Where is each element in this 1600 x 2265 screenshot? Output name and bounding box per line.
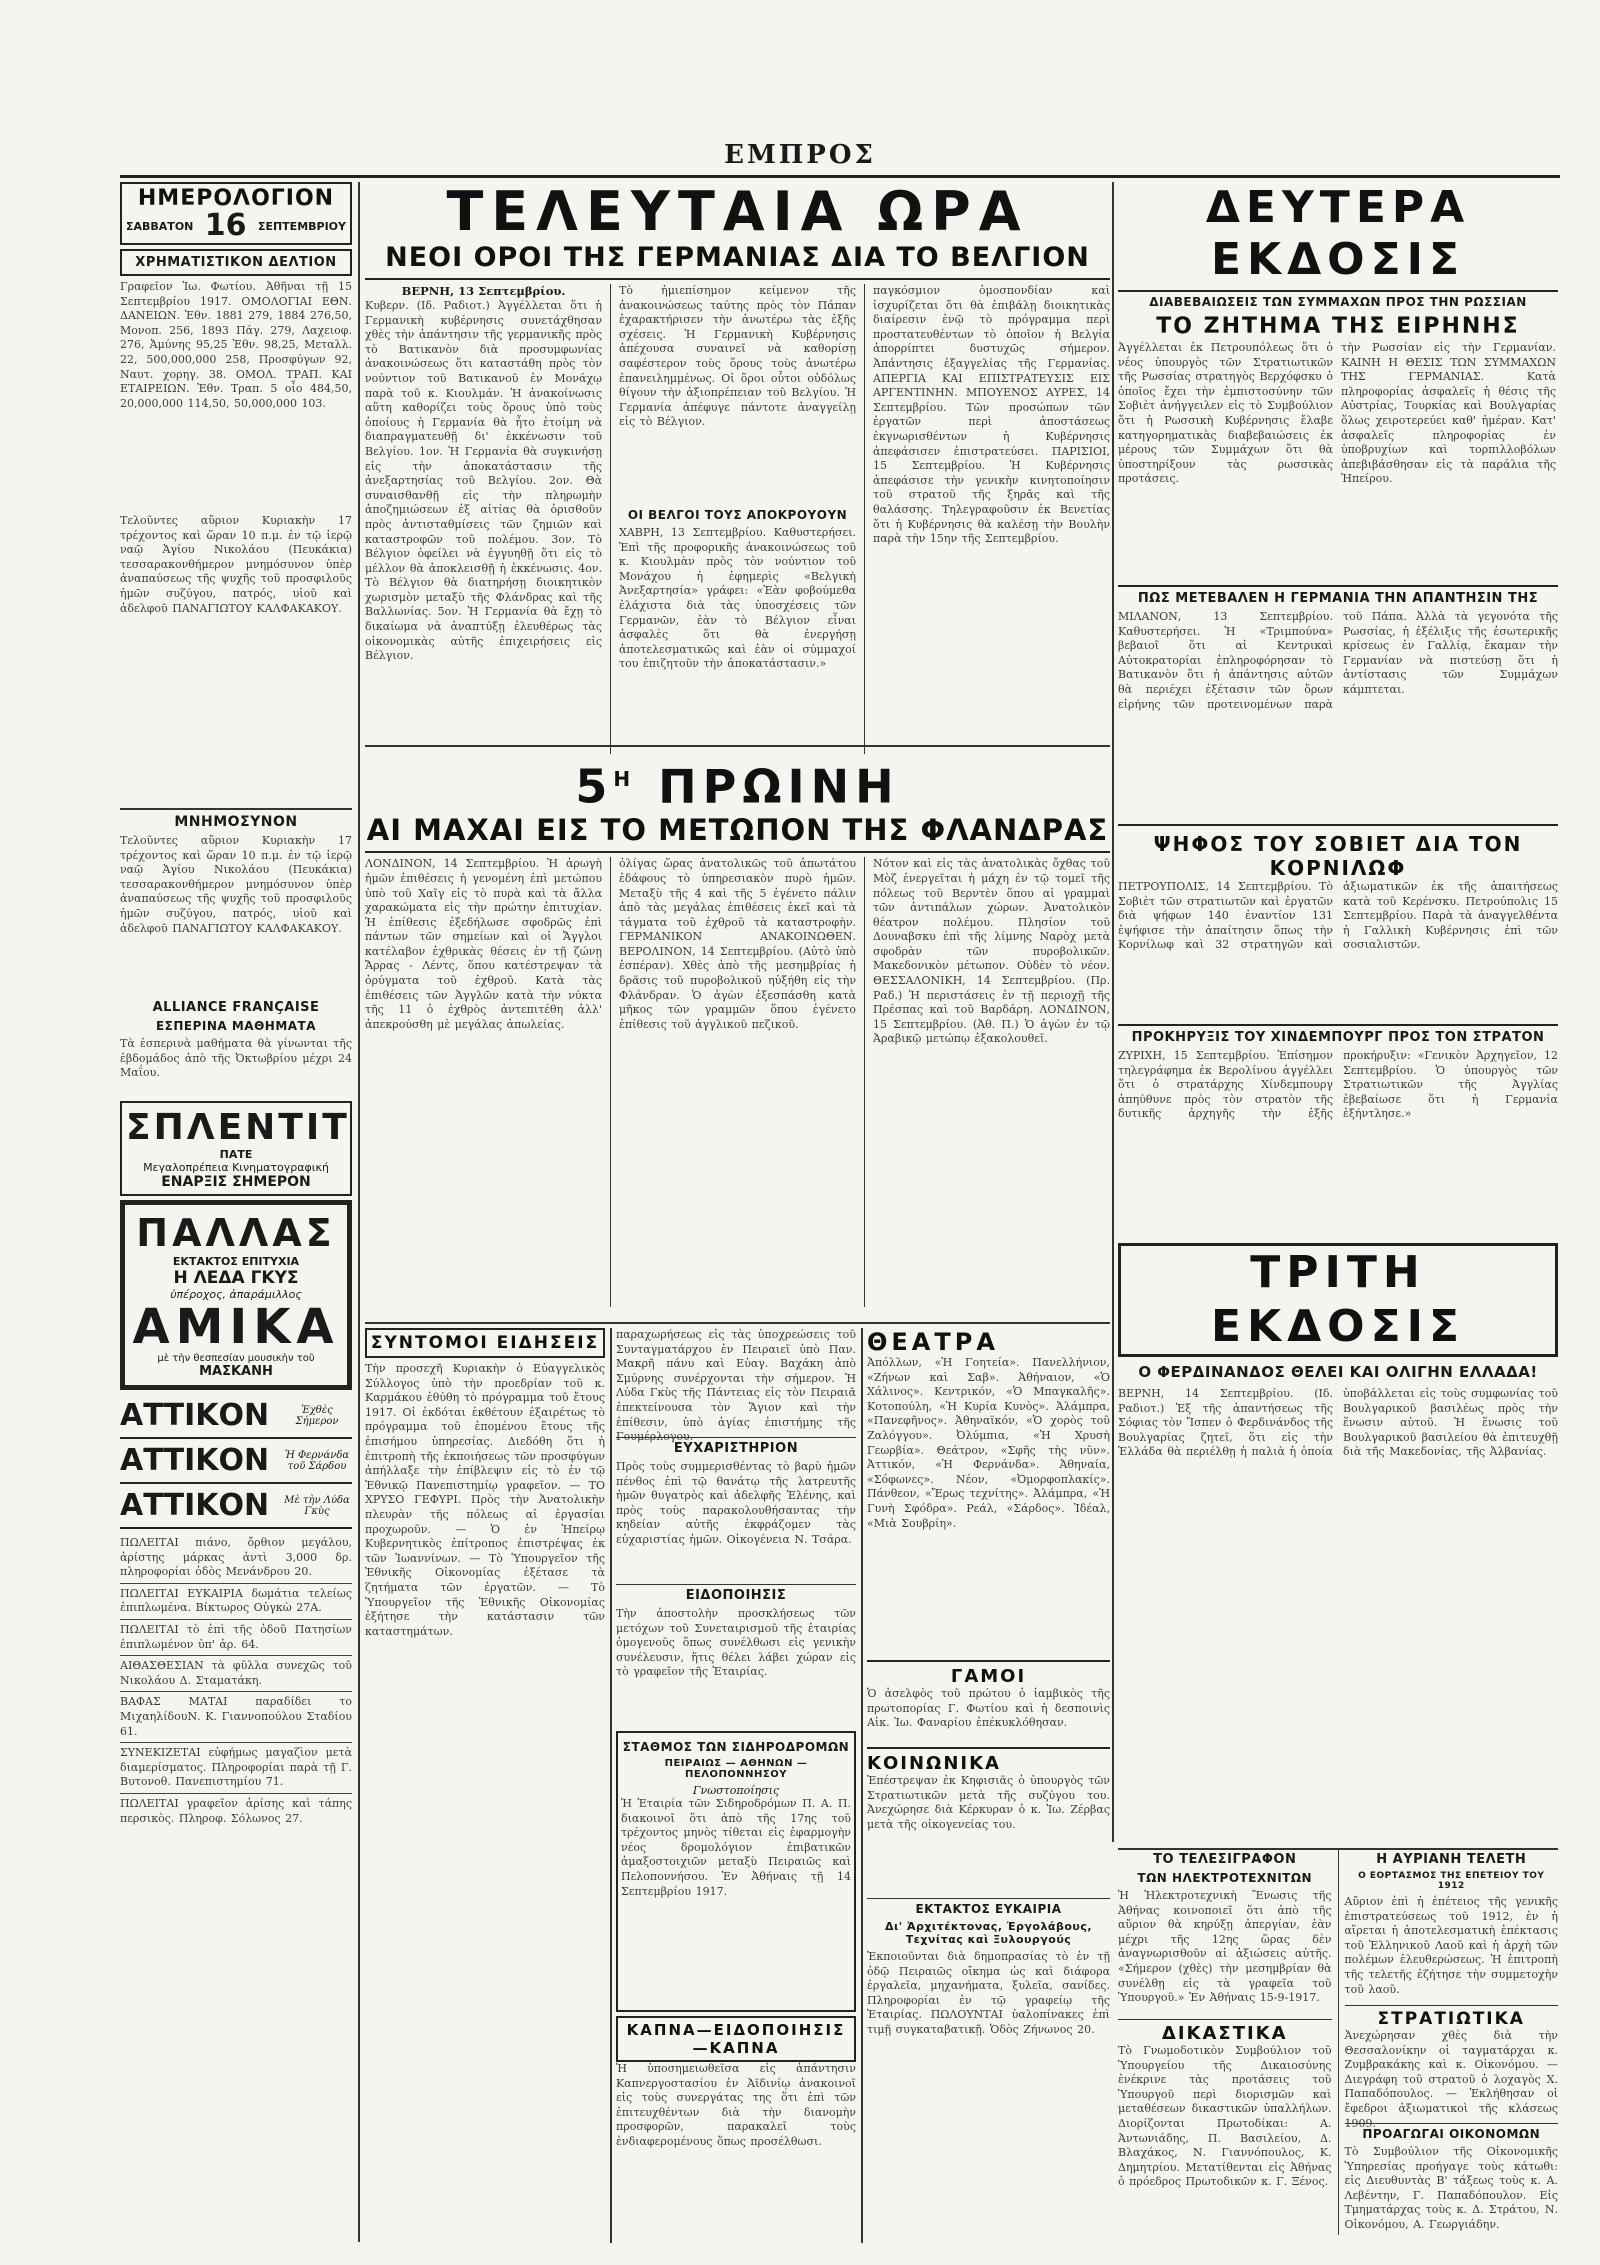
last-hour-text-c: ΧΑΒΡΗ, 13 Σεπτεμβρίου. Καθυστερήσει. Ἐπὶ τῆς προφορικῆς ἀνακοινώσεως τοῦ κ. Κιουλμὰν πρὸς τὸν νούντιον τοῦ Μονάχου ἡ ἐφημερὶς «Βελγικὴ Ἀνεξαρτησία» γράφει: «Ἐὰν φοβούμεθα ἐλάχιστα διὰ τὰς ὑποσχέσεις τῶν Γερμανῶν, ἐὰν τὸ Βέλγιον εἶναι ἀσφαλὲς ὅτι θὰ ἐνεργήσῃ ἀποτελεσματικῶς καὶ ἐὰν οἱ σύμμαχοί του ἐπιζητοῦν τὴν ἀποκατάστασιν.» [619,526,857,671]
military-text: Ἀνεχώρησαν χθὲς διὰ τὴν Θεσσαλονίκην οἱ ταγματάρχαι κ. Ζυμβρακάκης καὶ κ. Οἰκονόμου. — Διεγράφη τοῦ στρατοῦ ὁ λοχαγὸς Χ. Παπαδόπουλος. — Ἐκλήθησαν οἱ ἔφεδροι ἀξιωματικοὶ τῆς κλάσεως 1909. [1344,2029,1558,2130]
thanks-text: Πρὸς τοὺς συμμερισθέντας τὸ βαρὺ ἡμῶν πένθος ἐπὶ τῷ θανάτῳ τῆς λατρευτῆς ἡμῶν θυγατρὸς καὶ ἀδελφῆς Ἑλένης, καὶ πρὸς τοὺς παρακολουθήσαντας τὴν κηδείαν αὐτῆς ἐκφράζομεν τὰς εὐχαριστίας ἡμῶν. Οἰκογένεια Ν. Τσάρα. [616,1460,856,1546]
theatre-text: Ἀπόλλων, «Ἡ Γοητεία». Πανελλήνιον, «Ζήνων καὶ Σαβ». Ἀθήναιον, «Ὁ Χάλινος». Κεντρικόν, «Ὁ Μπαγκαλῆς». Κοτοπούλη, «Ἡ Κυρία Κυνὸς». Ἀλάμπρα, «Πανεφῆνος». Ἀθηναϊκόν, «Ὁ χορὸς τοῦ Ζαλόγγου». Ὀλύμπια, «Ἡ Χρυσὴ Γεωρβία». Θεάτρον, «Σφῆς τὴς νῦν». Ἀττικόν, «Ἡ Φερνάνδα». Ἀθηναία, «Σόφωνες». Νέον, «Ὀμορφοπλακίς». Πάνθεον, «Ἔρως τεχνίτης». Ἀλάμπρα, «Ἡ Γυνὴ Σφόδρα». Ρεάλ, «Σάρδος». Ἰδέαλ, «Μιὰ Σουβρίη». [867,1356,1110,1530]
judicial-text: Τὸ Γνωμοδοτικὸν Συμβούλιον τοῦ Ὑπουργείου τῆς Δικαιοσύνης ἐνέκρινε τὰς προτάσεις τοῦ Ὑπουργοῦ περὶ διορισμῶν καὶ μεταθέσεων δικαστικῶν ὑπαλλήλων. Διορίζονται Πρωτοδίκαι: Α. Ἀντωνιάδης, Π. Βασιλείου, Δ. Βλαχάκος, Ν. Γιαννόπουλος, Κ. Δημητρίου. Μετατίθενται εἰς Ἀθήνας ὁ πρόεδρος Πρωτοδικῶν κ. Γ. Ξένος. [1118,2044,1332,2189]
railway-text: Ἡ Ἑταιρία τῶν Σιδηροδρόμων Π. Α. Π. διακοινοῖ ὅτι ἀπὸ τῆς 17ης τοῦ τρέχοντος μηνὸς τίθεται εἰς ἐφαρμογὴν νέος δρομολόγιον ἐπιβατικῶν ἁμαξοστοιχιῶν μεταξὺ Πειραιῶς καὶ Πελοποννήσου. Ἐν Ἀθήναις τῇ 14 Σεπτεμβρίου 1917. [621,1797,851,1898]
theatre-section [867,1328,1110,2243]
classified-ad: ΠΩΛΕΙΤΑΙ ΕΥΚΑΙΡΙΑ δωμάτια τελείως ἐπιπλωμένα. Βίκτωρος Οὐγκὼ 27Α. [120,1584,352,1620]
last-hour-col-3 [873,284,1110,754]
market-text: Ἐκποιοῦνται διὰ δημοπρασίας τὸ ἐν τῇ ὁδῷ Πειραιῶς οἴκημα ὡς καὶ διάφορα ἐργαλεῖα, μηχανήματα, ξυλεῖα, σανίδες. Πληροφορίαι ἐν τῷ γραφείῳ τῆς Ἑταιρίας. ΠΩΛΟΥΝΤΑΙ ὑαλοπίνακες ἐπὶ τιμῇ συγκαταβατικῇ. Ὁδὸς Ζήνωνος 20. [867,1950,1110,2036]
attikon-title: ΑΤΤΙΚΟΝ [120,1443,270,1478]
morning-columns [365,857,1110,1307]
military-title: ΣΤΡΑΤΙΩΤΙΚΑ [1345,2005,1559,2029]
second-edition-text-a: Ἀγγέλλεται ἐκ Πετρουπόλεως ὅτι ὁ νέος ὑπουργὸς τῶν Στρατιωτικῶν τῆς Ρωσσίας στρατηγὸς Βερχόφσκυ ὁ ὁποῖος ἔχει τὴν ἐμπιστοσύνην τῶν Σοβιὲτ ἀνήγγειλεν εἰς τὸ Συμβούλιον ὅτι ἡ Ρωσσικὴ Κυβέρνησις ἔλαβε κατηγορηματικὰς διαβεβαιώσεις ἐκ μέρους τῶν Συμμάχων ὅτι θὰ ὑποστηρίξουν τὰς ρωσσικὰς προτάσεις. [1118,341,1333,486]
classified-ad: ΠΩΛΕΙΤΑΙ γραφεῖον ἀρίσης καὶ τάπης περσικὸς. Πληροφ. Σόλωνος 27. [120,1796,352,1825]
pallas-title: ΠΑΛΛΑΣ [136,1211,336,1255]
second-edition-text-b: τὴν Ρωσσίαν εἰς τὴν Γερμανίαν. ΚΑΙΝΗ Η ΘΕΣΙΣ ΤΩΝ ΣΥΜΜΑΧΩΝ ΤΗΣ ΓΕΡΜΑΝΙΑΣ. Κατὰ πληροφορίας ἀσφαλεῖς ἡ θέσις τῆς Αὐστρίας, Τουρκίας καὶ Βουλγαρίας ὅλως χειροτερεύει καθ' ἡμέραν. Κατ' ἀσφαλεῖς πληροφορίας ἐν ὑποβρυχίων καὶ τορπιλλοβόλων ἀπεβιβάσθησαν εἰς τὰ παράλια τῆς Ἠπείρου. [1341,341,1556,486]
last-hour-columns [365,284,1110,754]
telegram-text: Ἡ Ἠλεκτροτεχνικὴ Ἕνωσις τῆς Ἀθήνας κοινοποιεῖ ὅτι ἀπὸ τῆς αὔριον θὰ κηρύξῃ ἀπεργίαν, ἐὰν μέχρι τῆς 12ης ὥρας δὲν ἀναγνωρισθοῦν αἱ ἀξιώσεις αὐτῆς. «Σήμερον (χθὲς) τὴν μεσημβρίαν θὰ συνέλθῃ εἰς τὰ γραφεῖα τοῦ Ὑπουργοῦ.» Ἐν Ἀθήναις 15-9-1917. [1118,1889,1332,2005]
notices-text-a: παραχωρήσεως εἰς τὰς ὑποχρεώσεις τοῦ Συνταγματάρχου ἐν Πειραιεῖ ὑπὸ Παν. Μακρῆ πάνυ καὶ Εὐαγ. Βαχάκη ἀπὸ Σμύρνης συνέρχονται τὴν σήμερον. Ἡ Λύδα Γκὺς τῆς Πάντειας εἰς τὸν Πειραιᾶ ἐπεκτείνουσα τὸν Ἅγιον καὶ τὴν ἐπίθεσιν, ὑπὸ ἁγίας ἐπιστήμης τῆς Γουμέρλογου. [616,1328,856,1444]
railway-subtitle-2: Γνωστοποίησις [692,1784,780,1797]
second-edition-section [1118,182,1558,1842]
theatre-title: ΘΕΑΤΡΑ [867,1328,999,1356]
railway-subtitle: ΠΕΙΡΑΙΩΣ — ΑΘΗΝΩΝ — ΠΕΛΟΠΟΝΝΗΣΟΥ [664,1758,808,1780]
classified-ad: ΒΑΦΑΣ ΜΑΤΑΙ παραδίδει το ΜιχαηλίδουΝ. Κ. Γιαννοπούλου Σταδίου 61. [120,1692,352,1743]
alliance-text: Τὰ ἑσπερινὰ μαθήματα θὰ γίνωνται τῆς ἐβδομάδος ἀπὸ τῆς Ὀκτωβρίου μέχρι 24 Μαΐου. [120,1037,352,1080]
allies-heading: ΔΙΑΒΕΒΑΙΩΣΕΙΣ ΤΩΝ ΣΥΜΜΑΧΩΝ ΠΡΟΣ ΤΗΝ ΡΩΣΣΙΑΝ [1118,290,1558,309]
classified-ad: ΣΥΝΕΚΙΖΕΤΑΙ εὐφήμως μαγαζὶον μετὰ διαμερίσματος. Πληροφορίαι παρὰ τῇ Γ. Βυτονοθ. Πανεπιστημίου 71. [120,1743,352,1794]
calendar-box [120,182,352,245]
pallas-sub5: ΜΑΣΚΑΝΗ [199,1364,273,1379]
telegram-title: ΤΟ ΤΕΛΕΣΙΓΡΑΦΟΝ [1153,1852,1297,1867]
telegram-subtitle: ΤΩΝ ΗΛΕΚΤΡΟΤΕΧΝΙΤΩΝ [1137,1871,1313,1885]
financial-title: ΧΡΗΜΑΤΙΣΤΙΚΟΝ ΔΕΛΤΙΟΝ [120,249,352,276]
morning-text-c: Νότον καὶ εἰς τὰς ἀνατολικὰς ὄχθας τοῦ Μὸζ ἐνεργεῖται ἡ μάχη ἐν τῷ τομεῖ τῆς πόλεως τοῦ Βερντὲν ὅπου αἱ γραμμαὶ τῶν ἀντιπάλων χώρων. Ἀνατολικὸν θέατρον πολέμου. Πλησίον τοῦ Δουναβσκυ ἐπὶ τῆς λίμνης Ναρὸχ μετὰ σφοδρὰν τῶν πυροβολικῶν. Μακεδονικὸν μέτωπον. Οὐδὲν τὸ νέον. ΘΕΣΣΑΛΟΝΙΚΗ, 14 Σεπτεμβρίου. (Πρ. Ραδ.) Ἡ περιστάσεις ἐν τῇ περιοχῇ τῆς Πρέσπας καὶ τοῦ Βαρδάρη. ΛΟΝΔΙΝΟΝ, 15 Σεπτεμβρίου. (Ἀθ. Π.) Ὁ ἀγὼν ἐν τῷ Ἀραβικῷ μετώπῳ ἐξακολουθεῖ. [873,857,1111,1046]
second-edition-text-e: ΖΥΡΙΧΗ, 15 Σεπτεμβρίου. Ἐπίσημον τηλεγράφημα ἐκ Βερολίνου ἀγγέλλει ὅτι ὁ στρατάρχης Χίνδεμπουργ ἀπηύθυνε πρὸς τὸν στρατὸν τῆς δυτικῆς ἀρχηγῆς τὴν ἑξῆς προκήρυξιν: «Γενικὸν Ἀρχηγεῖον, 12 Σεπτεμβρίου. Ὁ ὑπουργὸς τῶν Στρατιωτικῶν τῆς Ἀγγλίας ἐβεβαίωσε ὅτι ἡ Γερμανία ἐξήντλησε.» [1118,1049,1558,1121]
alliance-subtitle: ΕΣΠΕΡΙΝΑ ΜΑΘΗΜΑΤΑ [155,1019,317,1033]
social-title: ΚΟΙΝΩΝΙΚΑ [867,1747,1110,1774]
splendid-sub3: ΕΝΑΡΞΙΣ ΣΗΜΕΡΟΝ [161,1174,311,1190]
last-hour-col-1 [365,284,602,754]
attikon-ad-1 [120,1394,352,1439]
right-bottom-columns [1118,1848,1558,2235]
second-edition-headline: ΔΕΥΤΕΡΑ ΕΚΔΟΣΙΣ [1205,182,1471,285]
attikon-ad-2 [120,1439,352,1484]
railway-title: ΣΤΑΘΜΟΣ ΤΩΝ ΣΙΔΗΡΟΔΡΟΜΩΝ [622,1740,850,1754]
promotions-text: Τὸ Συμβούλιον τῆς Οἰκονομικῆς Ὑπηρεσίας προήγαγε τοὺς κάτωθι: εἰς Διευθυντὰς Β' τάξεως τοὺς κ. Α. Λεβέντην, Γ. Παπαδόπουλον. Εἰς Τμηματάρχας τοὺς κ. Δ. Στράτου, Ν. Οἰκονόμου, Α. Γεωργιάδην. [1344,2145,1558,2231]
classified-ad: ΑΙΘΑΣΘΕΣΙΑΝ τὰ φῦλλα συνεχῶς τοῦ Νικολάου Δ. Σταματάκη. [120,1656,352,1692]
splendid-ad [120,1101,352,1196]
attikon-title: ΑΤΤΙΚΟΝ [120,1398,270,1433]
ferdinand-heading: Ο ΦΕΡΔΙΝΑΝΔΟΣ ΘΕΛΕΙ ΚΑΙ ΟΛΙΓΗΝ ΕΛΛΑΔΑ! [1138,1363,1538,1381]
attikon-title: ΑΤΤΙΚΟΝ [120,1488,270,1523]
last-hour-text-b: Τὸ ἡμιεπίσημον κείμενον τῆς ἀνακοινώσεως ταύτης πρὸς τὸν Πάπαν ἐχαρακτήρισεν τὴν ἀνωτέρω τὰς ἐξῆς σχέσεις. Ἡ Γερμανικὴ Κυβέρνησις ἀπέχουσα συναινεῖ νὰ καθορίσῃ σαφέστερον τοὺς ὅρους τοὺς ἀνωτέρω ἐπανειλημμένως. Οἱ ὅροι οὗτοι οὐδόλως θίγουν τὴν ἀξιοπρέπειαν τοῦ Βελγίου. Ἡ Γερμανία ἀπέφυγε πάντοτε ἀναγγείλῃ εἰς τὸ Βέλγιον. [619,284,857,429]
third-edition-headline: ΤΡΙΤΗ ΕΚΔΟΣΙΣ [1118,1243,1558,1357]
briefs-section [365,1328,605,2243]
date-number: 16 [204,208,247,243]
germany-reply-heading: ΠΩΣ ΜΕΤΕΒΑΛΕΝ Η ΓΕΡΜΑΝΙΑ ΤΗΝ ΑΠΑΝΤΗΣΙΝ ΤΗΣ [1118,585,1558,606]
pallas-ad [120,1200,352,1390]
classified-ad: ΠΩΛΕΙΤΑΙ τὸ ἐπὶ τῆς ὁδοῦ Πατησίων ἐπιπλωμένον ὑπ' ἀρ. 64. [120,1620,352,1656]
classified-ad: ΠΩΛΕΙΤΑΙ πιάνο, ὄρθιον μεγάλου, ἀρίστης μάρκας ἀντὶ 3,000 δρ. πληροφορίαι ὁδὸς Μενάνδρου 20. [120,1533,352,1584]
mnemosynon-text: Τελοῦντες αὔριον Κυριακὴν 17 τρέχοντος καὶ ὥραν 10 π.μ. ἐν τῷ ἱερῷ ναῷ Ἁγίου Νικολάου (Πευκάκια) τεσσαρακονθήμερον μνημόσυνον ὑπὲρ ἀναπαύσεως τῆς ψυχῆς τοῦ προσφιλοῦς ἡμῶν συζύγου, πατρός, υἱοῦ καὶ ἀδελφοῦ ΠΑΝΑΓΙΩΤΟΥ ΚΑΛΦΑΚΑΚΟΥ. [120,834,352,935]
splendid-sub1: ΠΑΤΕ [219,1148,253,1161]
masthead: ΕΜΠΡΟΣ [724,140,876,170]
thanks-title: ΕΥΧΑΡΙΣΤΗΡΙΟΝ [616,1437,856,1456]
judicial-title: ΔΙΚΑΣΤΙΚΑ [1118,2019,1332,2044]
attikon-note: Ἡ Φερνάνδα τοῦ Σάρδου [284,1449,350,1472]
ceremony-title: Η ΑΥΡΙΑΝΗ ΤΕΛΕΤΗ [1376,1852,1527,1867]
tobacco-title: ΚΑΠΝΑ—ΕΙΔΟΠΟΙΗΣΙΣ—ΚΑΠΝΑ [616,2016,856,2062]
ceremony-text: Αὔριον ἐπὶ ἡ ἐπέτειος τῆς γενικῆς ἐπιστρατεύσεως τοῦ 1912, ἐν ἡ αἵρεται ἡ ἀποτελεσματικὴ ἐπέκτασις τοῦ Ἑλληνικοῦ Λαοῦ καὶ ἡ ἀρχὴ τῶν πολέμων ἐλευθερώσεως. Ἡ ἐπιτροπὴ τῆς τελετῆς ἐζήτησε τὴν συμμετοχὴν τοῦ λαοῦ. [1344,1895,1558,1996]
date-day: ΣΑΒΒΑΤΟΝ [126,219,194,233]
calendar-title: ΗΜΕΡΟΛΟΓΙΟΝ [137,186,335,211]
alliance-title: ALLIANCE FRANÇAISE [152,1000,320,1015]
notices-text: Τὴν ἀποστολὴν προσκλήσεως τῶν μετόχων τοῦ Συνεταιρισμοῦ τῆς ἐταιρίας ὁμογενοῦς ὅπως συνέλθωσι εἰς γενικὴν συνέλευσιν, ἥτις θέλει λάβει χώραν εἰς τὸ γραφεῖον τῆς Ἑταιρίας. [616,1607,856,1679]
notices-title: ΕΙΔΟΠΟΙΗΣΙΣ [616,1584,856,1603]
hindenburg-heading: ΠΡΟΚΗΡΥΞΙΣ ΤΟΥ ΧΙΝΔΕΜΠΟΥΡΓ ΠΡΟΣ ΤΟΝ ΣΤΡΑΤΟΝ [1118,1024,1558,1045]
weddings-title: ΓΑΜΟΙ [867,1660,1110,1687]
attikon-note: Μὲ τὴν Λύδα Γκὺς [284,1494,350,1517]
last-hour-text-a: Κυβερν. (Ιδ. Ραδιοτ.) Ἀγγέλλεται ὅτι ἡ Γερμανικὴ κυβέρνησις συνετάχθησαν χθὲς τὴν ἀπάντησιν τῆς γερμανικῆς πρὸς τὸ Βατικανὸν διὰ προσυμφωνίας ἀνακοινώσεως ὅτι καταστάθη πρὸς τὸν νούντιον τοῦ Βατικανοῦ ἐν Μονάχῳ παρὰ τοῦ κ. Κιουλμάν. Ἡ ἀνακοίνωσις αὕτη καθορίζει τοὺς ὅρους ὑπὸ τοὺς ὁποίους ἡ Γερμανία θὰ ἦτο ἑτοίμη νὰ διαπραγματευθῇ δι' ἐκκένωσιν τοῦ Βελγίου. 1ον. Ἡ Γερμανία θὰ συγκινήσῃ εἰς τὴν ἀποκατάστασιν τῆς ἀνεξαρτησίας τοῦ Βελγίου. 2ον. Θὰ συναισθανθῇ εἰς τὴν πληρωμὴν ἀποζημιώσεων ἐξ αἰτίας θὰ ὀρισθοῦν πρὸς ἀντισταθμίσεις τῶν ζημιῶν καὶ καταστροφῶν τοῦ πολέμου. 3ον. Τὸ Βέλγιον ὀφείλει νὰ ἐγγυηθῇ ὅτι εἰς τὸ μέλλον θὰ ἀποκλεισθῇ ἡ ἐκκένωσις. 4ον. Τὸ Βέλγιον θὰ διατηρήσῃ διοικητικὸν χωρισμὸν μεταξὺ τῆς Φλάνδρας καὶ τῆς Βαλλωνίας. 5ον. Ἡ Γερμανία θὰ ἔχῃ τὸ δικαίωμα νὰ ἀναπτύξῃ ἐλευθέρως τὰς οἰκονομικὰς αὐτῆς ἐπιχειρήσεις εἰς Βέλγιον. [365,299,603,663]
last-hour-headline: ΤΕΛΕΥΤΑΙΑ ΩΡΑ [446,180,1029,243]
last-hour-section [365,182,1110,742]
morning-text-b: ὀλίγας ὥρας ἀνατολικῶς τοῦ ἀπωτάτου ἐδάφους τὸ ὑπηρεσιακὸν πυρὸ ἡμῶν. Μεταξὺ τῆς 4 καὶ τῆς 5 ἐγένετο πάλιν ἀπὸ τὰς μεγάλας ἐπιθέσεις ἐκεῖ καὶ τὰ τάγματα τοῦ ἐχθροῦ τὰ καταστροφὴν. ΓΕΡΜΑΝΙΚΟΝ ΑΝΑΚΟΙΝΩΘΕΝ. ΒΕΡΟΛΙΝΟΝ, 14 Σεπτεμβρίου. (Αὐτὸ ὑπὸ ἑσπέραν). Χθὲς ἀπὸ τῆς μεσημβρίας ἡ δρᾶσις τοῦ πυροβολικοῦ ηὐξήθη εἰς τὴν Φλάνδραν. Ὁ ἀγὼν ἐξεσπάσθη κατὰ μῆκος τῶν γραμμῶν ὅπου ἐγένετο ἐπίθεσις τοῦ ἀγγλικοῦ πεζικοῦ. [619,857,857,1031]
attikon-note: Ἐχθὲς Σήμερον [295,1404,339,1427]
second-edition-text-c: ΜΙΛΑΝΟΝ, 13 Σεπτεμβρίου. Καθυστερήσει. Ἡ «Τριμπούνα» βεβαιοῖ ὅτι αἱ Κεντρικαὶ Αὐτοκρατορίαι ἐπληροφόρησαν τὸ Βατικανὸν ὅτι ἡ ἀπάντησις αὐτῶν θὰ περιέχει ἐξέτασιν τῶν ὅρων εἰρήνης τῶν προτεινομένων παρὰ τοῦ Πάπα. Ἀλλὰ τὰ γεγονότα τῆς Ρωσσίας, ἡ ἐξέλιξις τῆς ἐσωτερικῆς κρίσεως ἐν Γαλλίᾳ, ἔκαμαν τὴν Γερμανίαν νὰ πιστεύσῃ ὅτι ἡ ἀντίστασις τῶν Συμμάχων κάμπτεται. [1118,610,1558,711]
top-rule [120,175,1560,178]
splendid-title: ΣΠΛΕΝΤΙΤ [126,1107,350,1148]
morning-headline [365,752,1110,813]
attikon-ad-3 [120,1484,352,1529]
right-bottom-col-2 [1345,1848,1559,2235]
pallas-sub2: Η ΛΕΔΑ ΓΚΥΣ [173,1268,299,1288]
railway-notice [616,1731,856,2012]
briefs-title: ΣΥΝΤΟΜΟΙ ΕΙΔΗΣΕΙΣ [365,1328,605,1358]
belgians-heading: ΟΙ ΒΕΛΓΟΙ ΤΟΥΣ ΑΠΟΚΡΟΥΟΥΝ [627,508,848,522]
last-hour-col-2 [619,284,856,754]
last-hour-text-d: παγκόσμιον ὁμοσπονδίαν καὶ ἰσχυρίζεται ὅτι θὰ ἐπιβάλῃ διοικητικὰς διαίρεσιν ἐνῷ τὸ πρόγραμμα περὶ προστατευθέντων τὸ ὁποῖον ἡ Βελγία ἀπορρίπτει δυστυχῶς σήμερον. Ἀπάντησις ἐξαγγελίας τῆς Γερμανίας. ΑΠΕΡΓΙΑ ΚΑΙ ΕΠΙΣΤΡΑΤΕΥΣΙΣ ΕΙΣ ΑΡΓΕΝΤΙΝΗΝ. ΜΠΟΥΕΝΟΣ ΑΥΡΕΣ, 14 Σεπτεμβρίου. Τῶν προσώπων τῶν ἐργατῶν περὶ ἀποστάσεως ἐκγνωρισθέντων ἡ Κυβέρνησις ἀπεφάσισεν ἐπιστρατεύσει. ΠΑΡΙΣΙΟΙ, 15 Σεπτεμβρίου. Ἡ Κυβέρνησις ἀπεφάσισε τὴν γενικὴν κινητοποίησιν τοῦ στρατοῦ τῆς ξηρᾶς καὶ τῆς θαλάσσης. Τηλεγραφοῦσιν ἐκ Βενετίας ὅτι ἡ Κυβέρνησις θὰ καλέσῃ τὴν Βουλὴν παρὰ τὴν 15ην τῆς Σεπτεμβρίου. [873,284,1111,546]
financial-text: Γραφεῖον Ἰω. Φωτίου. Ἀθῆναι τῇ 15 Σεπτεμβρίου 1917. ΟΜΟΛΟΓΙΑΙ ΕΘΝ. ΔΑΝΕΙΩΝ. Ἐθν. 1881 279, 1884 276,50, Μονοπ. 256, 1893 Πάγ. 279, Λαχειοφ. 276, Ἀμύνης 95,25 Ἐθν. 98,25, Μεταλλ. 22, 500,000,000 258, Προσφύγων 92, Ναυτ. χορηγ. 38. ΟΜΟΛ. ΤΡΑΠ. ΚΑΙ ΕΤΑΙΡΕΙΩΝ. Ἐθν. Τραπ. 5 οἶο 484,50, 20,000,000 114,50, 50,000,000 103. [120,280,352,410]
soviet-heading: ΨΗΦΟΣ ΤΟΥ ΣΟΒΙΕΤ ΔΙΑ ΤΟΝ ΚΟΡΝΙΛΩΦ [1118,824,1558,880]
flanders-heading: ΑΙ ΜΑΧΑΙ ΕΙΣ ΤΟ ΜΕΤΩΠΟΝ ΤΗΣ ΦΛΑΝΔΡΑΣ [365,813,1110,853]
pallas-sub3: ὑπέροχος, ἀπαράμιλλος [170,1288,302,1301]
last-hour-subhead: ΝΕΟΙ ΟΡΟΙ ΤΗΣ ΓΕΡΜΑΝΙΑΣ ΔΙΑ ΤΟ ΒΕΛΓΙΟΝ [365,242,1110,280]
filler-text-a: Τελοῦντες αὔριον Κυριακὴν 17 τρέχοντος καὶ ὥραν 10 π.μ. ἐν τῷ ἱερῷ ναῷ Ἁγίου Νικολάου (Πευκάκια) τεσσαρακονθήμερον μνημόσυνον ὑπὲρ ἀναπαύσεως τῆς ψυχῆς τοῦ προσφιλοῦς ἡμῶν συζύγου, πατρός, υἱοῦ καὶ ἀδελφοῦ ΠΑΝΑΓΙΩΤΟΥ ΚΑΛΦΑΚΑΚΟΥ. [120,514,352,615]
left-column [120,182,352,2242]
morning-text-a: ΛΟΝΔΙΝΟΝ, 14 Σεπτεμβρίου. Ἡ ἀρωγὴ ἡμῶν ἐπιθέσεις ἡ γενομένη ἐπὶ μετώπου ὑπὸ τοῦ Χαῖγ εἰς τὸ πυρὰ καὶ τὰ ἄλλα χαρακώματα εἰς τὴν πρώτην ἐπιτυχίαν. Ἡ ἐπίθεσις ἐξεδήλωσε σφοδρῶς ἐπὶ πάντων τῶν σημείων καὶ οἱ Ἄγγλοι κατέλαβον ἐχθρικὰς θέσεις ἐν τῇ ζώνῃ Ἄρρας - Λέντς, ὅπου κατέστρεψαν τὰ ὀρύγματα τοῦ ἐχθροῦ. Κατὰ τὰς ἐπιθέσεις τῶν Ἀγγλῶν κατὰ τὴν νύκτα τῆς 11 ὁ ἐχθρὸς ἀντεπιτέθη ἀλλ' ἀπεκρούσθη μὲ μεγάλας ἀπωλείας. [365,857,603,1031]
last-hour-dateline: ΒΕΡΝΗ, 13 Σεπτεμβρίου. [401,284,566,298]
right-bottom-col-1 [1118,1848,1332,2235]
amika-title: ΑΜΙΚΑ [132,1299,340,1355]
tobacco-text: Ἡ ὑποσημειωθεῖσα εἰς ἀπάντησιν Καπνεργοστασίου ἐν Ἀϊδινίῳ ἀνακοινοῖ εἰς τοὺς συνεργάτας της ὅτι ἐπὶ τῶν ἐπιτευχθέντων διὰ τὴν διανομὴν προσφορῶν, παρακαλεῖ τοὺς ἐνδιαφερομένους ὅπως προσέλθωσι. [616,2062,856,2148]
second-edition-columns [1118,341,1558,581]
attikon-ads [120,1394,352,1529]
ceremony-subtitle: Ο ΕΟΡΤΑΣΜΟΣ ΤΗΣ ΕΠΕΤΕΙΟΥ ΤΟΥ 1912 [1358,1871,1545,1891]
social-text: Ἐπέστρεψαν ἐκ Κηφισιᾶς ὁ ὑπουργὸς τῶν Στρατιωτικῶν μετὰ τῆς συζύγου του. Ἀνεχώρησε διὰ Κέρκυραν ὁ κ. Ἰω. Ζέρβας μετὰ τῆς οἰκογενείας του. [867,1774,1110,1831]
morning-edition-section [365,752,1110,1317]
pallas-sub4: μὲ τὴν θεσπεσίαν μουσικὴν τοῦ [157,1353,315,1364]
mnemosynon-title: ΜΝΗΜΟΣΥΝΟΝ [174,814,298,830]
classifieds [120,1533,352,1829]
calendar-date [126,208,346,243]
weddings-text: Ὁ ἀσελφὸς τοῦ πρώτου ὁ ἰαμβικὸς τῆς πρωτοπορίας Γ. Φωτίου καὶ ἡ δεσποινὶς Αἰκ. Ἰω. Φαναρίου ἐπέκυκλόθησαν. [867,1687,1110,1730]
promotions-title: ΠΡΟΑΓΩΓΑΙ ΟΙΚΟΝΟΜΩΝ [1345,2123,1559,2141]
peace-heading: ΤΟ ΖΗΤΗΜΑ ΤΗΣ ΕΙΡΗΝΗΣ [1156,314,1520,339]
briefs-text: Τὴν προσεχῆ Κυριακὴν ὁ Εὐαγγελικὸς Σύλλογος ὑπὸ τὴν προεδρίαν τοῦ κ. Καρμάκου ἐθύθη τὸ πρόγραμμα τοῦ ἔτους 1917. Οἱ ἐκδόται ἐκθέτουν ἐξαιρέτως τὸ πρόγραμμα τοῦ ἑπομένου ἔτους τῆς ἐπισήμου ὑπηρεσίας. Διεδόθη ὅτι ἡ ἐπιτροπὴ τῆς ἐκποιήσεως τῶν προσφύγων ἀπήλλαξε τὴν ἐπίβλεψιν εἰς τὸ ἐν τῷ Ἐθνικῷ Πανεπιστημίῳ γραφεῖον. — ΤΟ ΧΡΥΣΟ ΓΕΦΥΡΙ. Πρὸς τὴν Ἀνατολικὴν πλευρὰν τῆς πόλεως αἱ ἐργασίαι προχωροῦν. — Ὁ ἐν Ἠπείρῳ Κυβερνητικὸς ἐπίτροπος ἐπιστρέψας ἐκ τῶν Ἰωαννίνων. — Τὸ Ὑπουργεῖον τῆς Ἐθνικῆς Οἰκονομίας ἐξέτασε τὰ ζητήματα τῶν ἐργατῶν. — Τὸ Ὑπουργεῖον τῆς Ἐθνικῆς Οἰκονομίας ἐξήτησε τὴν κατάστασιν τῶν καταστημάτων. [365,1362,605,1638]
market-subtitle: Δι' Ἀρχιτέκτονας, Ἐργολάβους, Τεχνίτας καὶ Ξυλουργούς [884,1920,1093,1946]
morning-headline-text: ΠΡΩΙΝΗ [658,759,900,814]
morning-headline-sup: Η [613,767,637,791]
pallas-sub1: ΕΚΤΑΚΤΟΣ ΕΠΙΤΥΧΙΑ [172,1255,300,1268]
right-bottom-section [1118,1848,1558,2243]
second-edition-text-d: ΠΕΤΡΟΥΠΟΛΙΣ, 14 Σεπτεμβρίου. Τὸ Σοβιὲτ τῶν στρατιωτῶν καὶ ἐργατῶν διὰ ψήφων 140 ἐναντίον 131 ἐψήφισε τὴν ἀπαίτησιν ὅπως τὴν Κορνίλωφ καὶ 32 στρατηγῶν καὶ ἀξιωματικῶν ἐκ τῆς ἀπαιτήσεως κατὰ τοῦ Κερένσκυ. Πετρούπολις 15 Σεπτεμβρίου. Παρὰ τὰ ἀναγγελθέντα ἡ Γαλλικὴ Κυβέρνησις ἐπὶ τῶν σοσιαλιστῶν. [1118,880,1558,952]
notices-section [616,1328,856,2243]
market-title: ΕΚΤΑΚΤΟΣ ΕΥΚΑΙΡΙΑ [867,1898,1110,1916]
morning-headline-number: 5 [575,759,614,814]
third-edition-text: ΒΕΡΝΗ, 14 Σεπτεμβρίου. (Ιδ. Ραδιοτ.) Ἐξ τῆς ἀπαντήσεως τῆς Σόφιας τὸν Ἴσπεν ὁ Φερδινάνδος τῆς Βουλγαρίας ζητεῖ, ὅτι εἰς τὴν Ἑλλάδα θὰ περιέλθῃ ἡ παλιὰ ἡ ὁποία ὑποβάλλεται εἰς τοὺς συμφωνίας τοῦ Βουλγαρικοῦ βασιλέως πρὸς τὴν ἕνωσιν αὐτοῦ. Ἡ ἕνωσις τοῦ Βουλγαρικοῦ βασιλείου θὰ ἐπιτευχθῇ διὰ τῆς Μακεδονίας, τῆς Ἀλβανίας. [1118,1387,1558,1459]
splendid-sub2: Μεγαλοπρέπεια Κινηματογραφική [143,1161,329,1174]
date-month: ΣΕΠΤΕΜΒΡΙΟΥ [257,219,346,233]
